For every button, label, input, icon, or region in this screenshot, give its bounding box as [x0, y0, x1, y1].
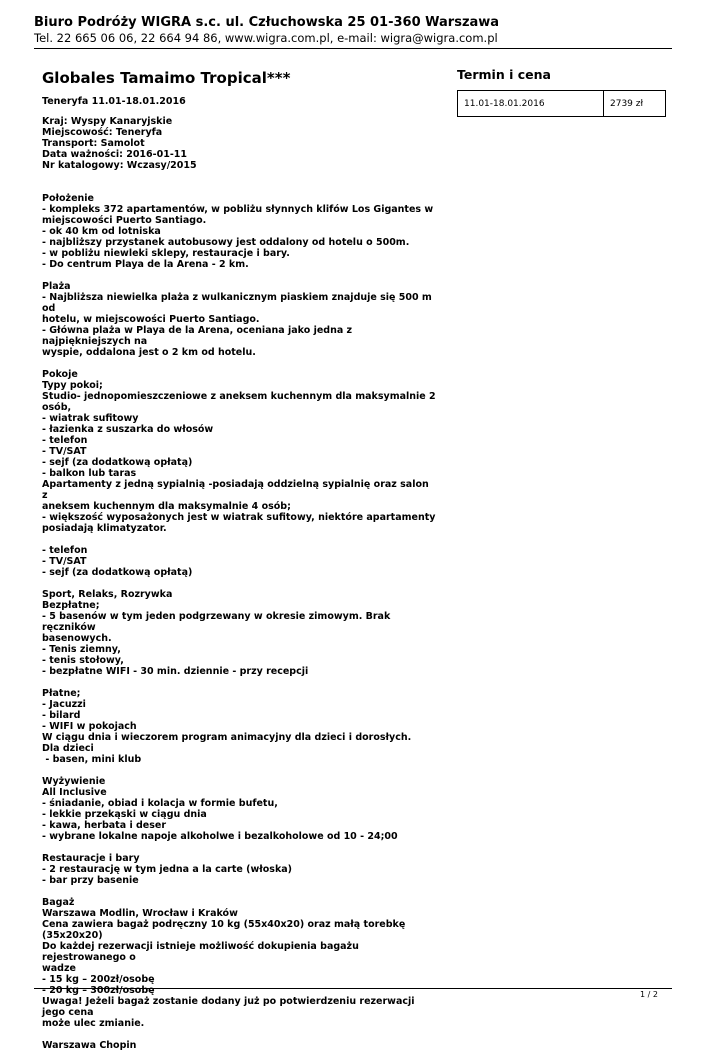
term-price-panel — [457, 67, 665, 117]
offer-description: Położenie - kompleks 372 apartamentów, w pobliżu słynnych klifów Los Gigantes w miejscowości Puerto Santiago. - ok 40 km od lotniska - najbliższy przystanek autobusowy jest oddalony od hotelu o 500m. - w pobliżu niewleki sklepy, restauracje i bary. - Do centrum Playa de la Arena - 2 km. Plaża - Najbliższa niewielka plaża z wulkanicznym piaskiem znajduje się 500 m od hotelu, w miejscowości Puerto Santiago. - Główna plaża w Playa de la Arena, oceniana jako jedna z najpiękniejszych na wyspie, oddalona jest o 2 km od hotelu. Pokoje Typy pokoi; Studio- jednopomieszczeniowe z aneksem kuchennym dla maksymalnie 2 osób, - wiatrak sufitowy - łazienka z suszarka do włosów - telefon - TV/SAT - sejf (za dodatkową opłatą) - balkon lub taras Apartamenty z jedną sypialnią -posiadają oddzielną sypialnię oraz salon z aneksem kuchennym dla maksymalnie 4 osób; - większość wyposażonych jest w wiatrak sufitowy, niektóre apartamenty posiadają klimatyzator. - telefon - TV/SAT - sejf (za dodatkową opłatą) Sport, Relaks, Rozrywka Bezpłatne; - 5 basenów w tym jeden podgrzewany w okresie zimowym. Brak ręczników basenowych. - Tenis ziemny, - tenis stołowy, - bezpłatne WIFI - 30 min. dziennie - przy recepcji Płatne; - Jacuzzi - bilard - WIFI w pokojach W ciągu dnia i wieczorem program animacyjny dla dzieci i dorosłych. Dla dzieci - basen, mini klub Wyżywienie All Inclusive - śniadanie, obiad i kolacja w formie bufetu, - lekkie przekąski w ciągu dnia - kawa, herbata i deser - wybrane lokalne napoje alkoholwe i bezalkoholowe od 10 - 24;00 Restauracje i bary - 2 restaurację w tym jedna a la carte (włoska) - bar przy basenie Bagaż Warszawa Modlin, Wrocław i Kraków Cena zawiera bagaż podręczny 10 kg (55x40x20) oraz małą torebkę (35x20x20) Do każdej rezerwacji istnieje możliwość dokupienia bagażu rejestrowanego o wadze - 15 kg – 200zł/osobę - 20 kg – 300zł/osobę Uwaga! Jeżeli bagaż zostanie dodany już po potwierdzeniu rezerwacji jego cena może ulec zmianie. Warszawa Chopin — [42, 193, 436, 1051]
price-row — [458, 91, 666, 117]
letterhead — [34, 14, 499, 46]
price-table — [457, 90, 666, 117]
term-price-title: Termin i cena — [457, 67, 551, 82]
contact-line: Tel. 22 665 06 06, 22 664 94 86, www.wigra.com.pl, e-mail: wigra@wigra.com.pl — [34, 31, 498, 45]
offer-content — [42, 68, 437, 1051]
header-divider — [34, 48, 672, 49]
meta-country: Kraj: Wyspy Kanaryjskie — [42, 116, 173, 127]
offer-title: Globales Tamaimo Tropical*** — [42, 69, 291, 87]
price-row-price: 2739 zł — [604, 91, 666, 117]
meta-validity: Data ważności: 2016-01-11 — [42, 149, 187, 160]
company-line: Biuro Podróży WIGRA s.c. ul. Człuchowska 25 01-360 Warszawa — [34, 15, 500, 30]
offer-meta — [42, 116, 437, 171]
price-row-date: 11.01-18.01.2016 — [458, 91, 604, 117]
offer-date-range: Teneryfa 11.01-18.01.2016 — [42, 96, 186, 107]
meta-transport: Transport: Samolot — [42, 138, 145, 149]
meta-catalog: Nr katalogowy: Wczasy/2015 — [42, 160, 197, 171]
meta-location: Miejscowość: Teneryfa — [42, 127, 163, 138]
page-number: 1 / 2 — [640, 990, 658, 999]
footer-divider — [34, 988, 672, 989]
